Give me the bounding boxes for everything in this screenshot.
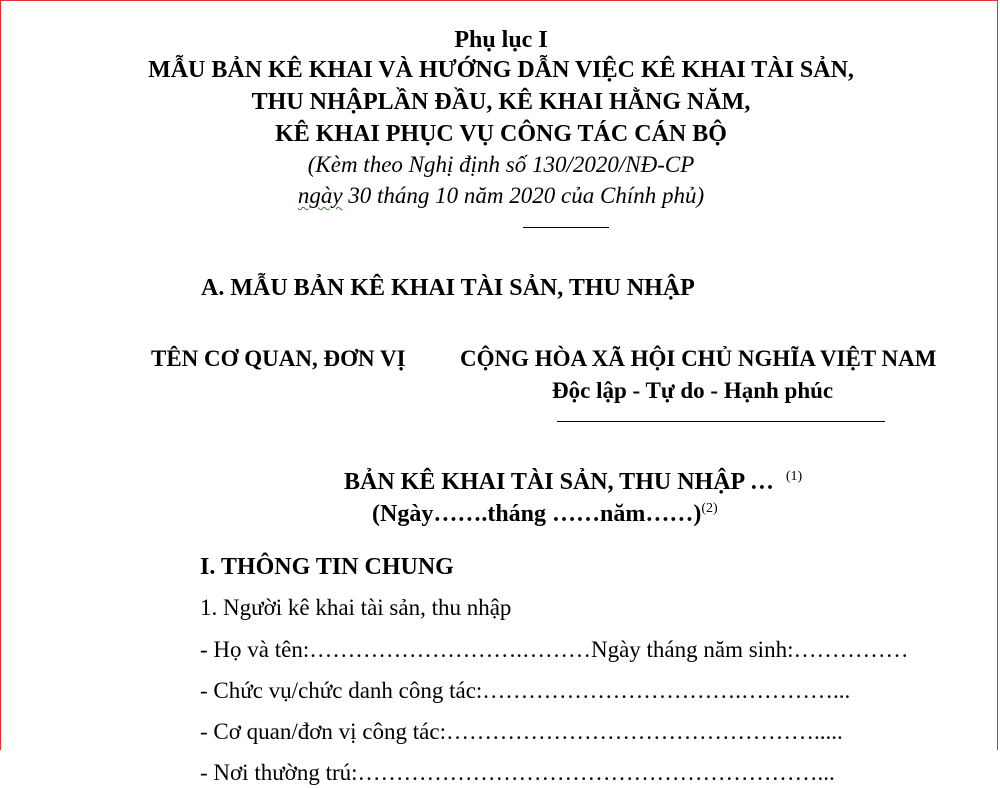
decree-line2-rest: 30 tháng 10 năm 2020 của Chính phủ): [342, 183, 705, 208]
form-date-line: [372, 499, 718, 529]
form-title-text: BẢN KÊ KHAI TÀI SẢN, THU NHẬP …: [344, 469, 774, 495]
name-field-line: - Họ và tên:……………………….………Ngày tháng năm sinh:……………: [200, 637, 909, 662]
appendix-title-line2: THU NHẬPLẦN ĐẦU, KÊ KHAI HẰNG NĂM,: [251, 89, 751, 115]
form-title: [344, 467, 802, 497]
address-field-line: - Nơi thường trú:……………………………………………………...: [200, 760, 835, 785]
decree-line1: (Kèm theo Nghị định số 130/2020/NĐ-CP: [307, 152, 695, 177]
general-info-item1: 1. Người kê khai tài sản, thu nhập: [200, 595, 512, 620]
title-divider: [523, 227, 609, 228]
agency-field-line: - Cơ quan/đơn vị công tác:………………………………………….....: [200, 719, 843, 744]
appendix-title-line3: KÊ KHAI PHỤC VỤ CÔNG TÁC CÁN BỘ: [275, 121, 727, 147]
motto-divider: [557, 421, 885, 422]
appendix-title-line1: MẪU BẢN KÊ KHAI VÀ HƯỚNG DẪN VIỆC KÊ KHAI TÀI SẢN,: [148, 57, 854, 83]
agency-name: TÊN CƠ QUAN, ĐƠN VỊ: [151, 346, 406, 371]
decree-line2-word: ngày: [297, 183, 343, 208]
motto: Độc lập - Tự do - Hạnh phúc: [552, 378, 834, 403]
country-name: CỘNG HÒA XÃ HỘI CHỦ NGHĨA VIỆT NAM: [460, 346, 937, 371]
position-field-line: - Chức vụ/chức danh công tác:…………………………….…………...: [200, 678, 851, 703]
appendix-label: Phụ lục I: [454, 27, 548, 53]
form-date-text: (Ngày…….tháng ……năm……): [372, 501, 702, 527]
general-info-heading: I. THÔNG TIN CHUNG: [200, 554, 454, 580]
form-date-note: (2): [701, 501, 718, 516]
form-title-note: (1): [785, 469, 803, 484]
decree-line2: [1, 181, 1000, 211]
section-a-heading: A. MẪU BẢN KÊ KHAI TÀI SẢN, THU NHẬP: [201, 275, 695, 301]
